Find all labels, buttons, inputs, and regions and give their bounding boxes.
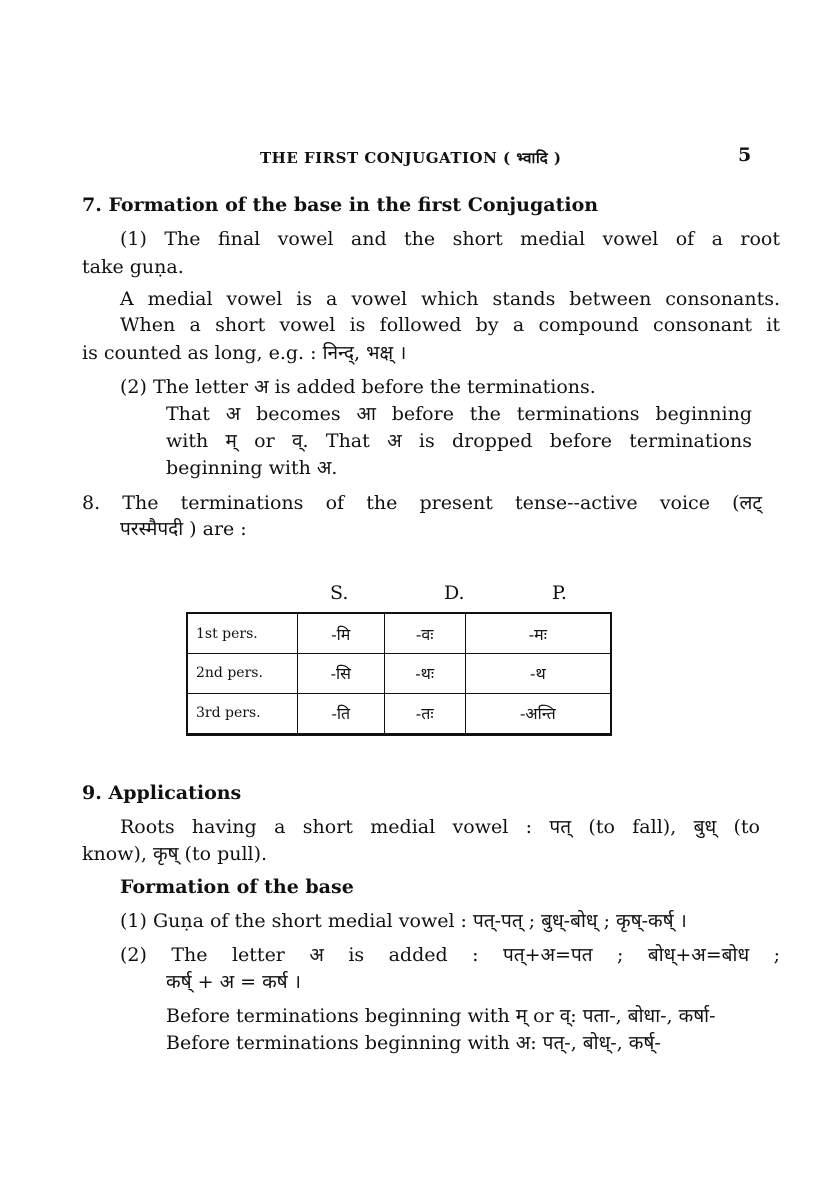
section-9-intro: Roots having a short medial vowel : पत् (to fall), बुध् (to [120, 816, 760, 838]
before-a-line: Before terminations beginning with अ: पत्-, बोध्-, कर्ष्- [166, 1032, 661, 1054]
rule-2-detail-b: with म् or व्. That अ is dropped before terminations [166, 430, 752, 452]
section-9-heading: 9. Applications [82, 782, 242, 804]
rule-2-detail-c: beginning with अ. [166, 457, 338, 479]
column-header-plural: P. [552, 582, 567, 604]
table-row [187, 654, 611, 694]
section-9-intro-cont: know), कृष् (to pull). [82, 843, 268, 865]
table-cell: -थः [384, 654, 465, 694]
rule-2-detail-a: That अ becomes आ before the terminations beginning [166, 403, 752, 425]
section-7-rule-1-cont: take guṇa. [82, 256, 184, 278]
row-label: 3rd pers. [187, 693, 298, 734]
row-label: 2nd pers. [187, 654, 298, 694]
page-number: 5 [738, 144, 752, 166]
table-cell: -ति [298, 693, 385, 734]
table-cell: -मि [298, 613, 385, 654]
letter-a-step-cont: कर्ष् + अ = कर्ष । [166, 971, 301, 993]
section-7-rule-1: (1) The final vowel and the short medial vowel of a root [120, 228, 780, 250]
section-7-rule-2: (2) The letter अ is added before the terminations. [120, 376, 596, 398]
terminations-table [186, 612, 612, 736]
table-cell: -थ [465, 654, 611, 694]
table-cell: -तः [384, 693, 465, 734]
table-row [187, 693, 611, 734]
running-header: THE FIRST CONJUGATION ( भ्वादि ) [260, 149, 562, 167]
section-7-heading: 7. Formation of the base in the first Conjugation [82, 194, 599, 216]
section-8-heading-cont: परस्मैपदी ) are : [120, 518, 247, 540]
letter-a-step: (2) The letter अ is added : पत्+अ=पत ; बोध्+अ=बोध ; [120, 944, 780, 966]
compound-consonant-note: When a short vowel is followed by a compound consonant it [120, 314, 780, 336]
table-cell: -अन्ति [465, 693, 611, 734]
table-cell: -मः [465, 613, 611, 654]
row-label: 1st pers. [187, 613, 298, 654]
table-cell: -सि [298, 654, 385, 694]
table-cell: -वः [384, 613, 465, 654]
column-header-dual: D. [444, 582, 465, 604]
medial-vowel-definition: A medial vowel is a vowel which stands between consonants. [120, 288, 780, 310]
section-8-heading: 8. The terminations of the present tense--active voice (लट् [82, 492, 762, 514]
before-m-v-line: Before terminations beginning with म् or व्: पता-, बोधा-, कर्षा- [166, 1005, 716, 1027]
guna-step: (1) Guṇa of the short medial vowel : पत्-पत् ; बुध्-बोध् ; कृष्-कर्ष् । [120, 910, 687, 932]
compound-consonant-note-cont: is counted as long, e.g. : निन्द्, भक्ष् । [82, 342, 407, 364]
column-header-singular: S. [330, 582, 349, 604]
base-formation-subheading: Formation of the base [120, 876, 354, 898]
table-row [187, 613, 611, 654]
